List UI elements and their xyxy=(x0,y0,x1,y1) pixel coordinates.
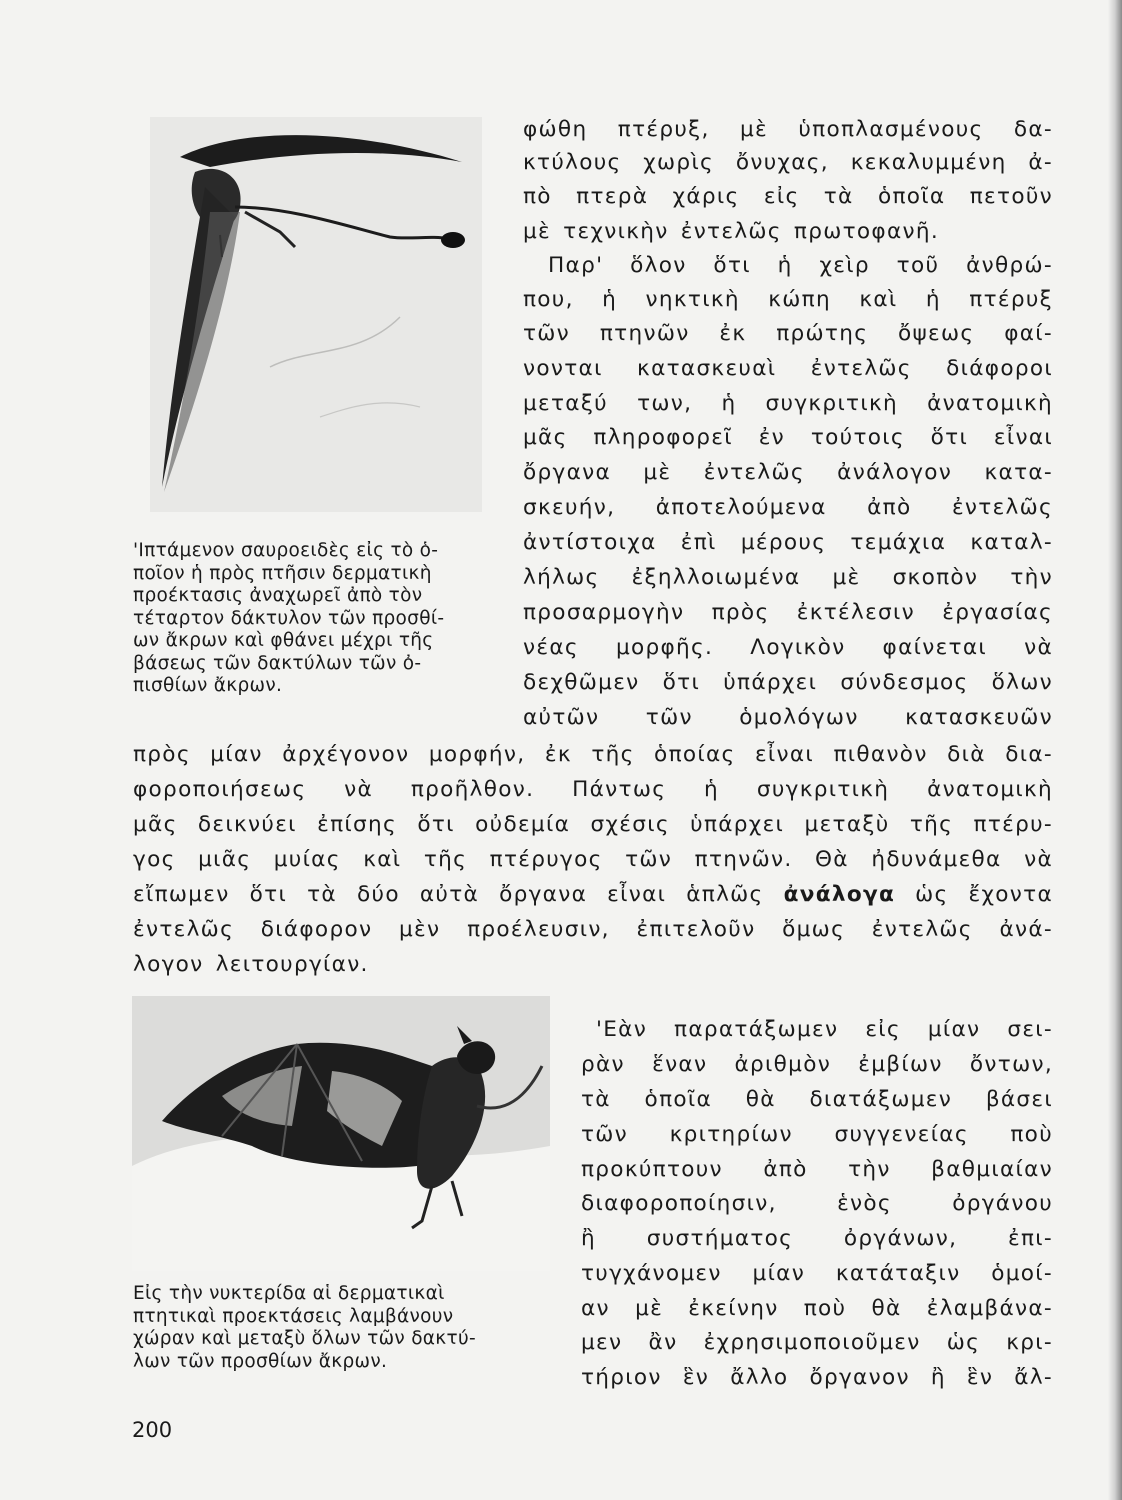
body-line: διαφοροποίησιν, ἑνὸς ὀργάνου xyxy=(581,1191,1053,1216)
bat-figure xyxy=(132,996,550,1271)
bat-illustration xyxy=(132,996,550,1271)
body-line: αν μὲ ἐκείνην ποὺ θὰ ἐλαμβάνα- xyxy=(581,1296,1053,1321)
body-line: νέας μορφῆς. Λογικὸν φαίνεται νὰ xyxy=(523,635,1053,660)
body-line: τυγχάνομεν μίαν κατάταξιν ὁμοί- xyxy=(581,1261,1053,1286)
caption-line: χώραν καὶ μεταξὺ ὅλων τῶν δακτύ- xyxy=(133,1328,476,1349)
pterosaur-figure xyxy=(150,117,482,512)
body-line: ἢ συστήματος ὀργάνων, ἐπι- xyxy=(581,1226,1053,1251)
body-line: φώθη πτέρυξ, μὲ ὑποπλασμένους δα- xyxy=(523,117,1053,142)
body-line: λήλως ἐξηλλοιωμένα μὲ σκοπὸν τὴν xyxy=(523,565,1053,590)
body-line: που, ἡ νηκτικὴ κώπη καὶ ἡ πτέρυξ xyxy=(523,287,1053,312)
bat-caption xyxy=(133,1283,539,1373)
body-line: ὄργανα μὲ ἐντελῶς ἀνάλογον κατα- xyxy=(523,460,1053,485)
caption-line: προέκτασις ἀναχωρεῖ ἀπὸ τὸν xyxy=(133,585,423,606)
body-line: μὲ τεχνικὴν ἐντελῶς πρωτοφανῆ. xyxy=(523,219,940,244)
body-line: ἀντίστοιχα ἐπὶ μέρους τεμάχια καταλ- xyxy=(523,530,1053,555)
body-line: ἐντελῶς διάφορον μὲν προέλευσιν, ἐπιτελοῦν ὅμως ἐντελῶς ἀνά- xyxy=(133,917,1053,942)
caption-line: ων ἄκρων καὶ φθάνει μέχρι τῆς xyxy=(133,630,434,651)
caption-line: ποῖον ἡ πρὸς πτῆσιν δερματικὴ xyxy=(133,562,432,584)
caption-line: πισθίων ἄκρων. xyxy=(133,675,283,696)
body-line: πρὸς μίαν ἀρχέγονον μορφήν, ἐκ τῆς ὁποίας εἶναι πιθανὸν διὰ δια- xyxy=(133,742,1053,767)
body-line: μᾶς δεικνύει ἐπίσης ὅτι οὐδεμία σχέσις ὑπάρχει μεταξὺ τῆς πτέρυ- xyxy=(133,812,1053,837)
paragraph-start-line: Παρ' ὅλον ὅτι ἡ χεὶρ τοῦ ἀνθρώ- xyxy=(548,253,1053,278)
emphasis-term: ἀνάλογα xyxy=(783,882,896,907)
paragraph-start-line: 'Εὰν παρατάξωμεν εἰς μίαν σει- xyxy=(596,1017,1053,1042)
body-line: προκύπτουν ἀπὸ τὴν βαθμιαίαν xyxy=(581,1157,1053,1182)
body-line: ρὰν ἕναν ἀριθμὸν ἐμβίων ὄντων, xyxy=(581,1052,1053,1077)
caption-line: τέταρτον δάκτυλον τῶν προσθί- xyxy=(133,607,445,629)
text-run: ὡς ἔχοντα xyxy=(895,882,1054,907)
body-line: τὰ ὁποῖα θὰ διατάξωμεν βάσει xyxy=(581,1087,1053,1112)
page-edge-shadow xyxy=(1108,0,1122,1500)
caption-line: Εἰς τὴν νυκτερίδα αἱ δερματικαὶ xyxy=(133,1283,445,1304)
body-line: τήριον ἓν ἄλλο ὄργανον ἢ ἓν ἄλ- xyxy=(581,1365,1053,1390)
pterosaur-illustration xyxy=(150,117,482,512)
body-line: γος μιᾶς μυίας καὶ τῆς πτέρυγος τῶν πτηνῶν. Θὰ ἠδυνάμεθα νὰ xyxy=(133,847,1053,872)
body-line: κτύλους χωρὶς ὄνυχας, κεκαλυμμένη ἀ- xyxy=(523,150,1053,175)
caption-line: πτητικαὶ προεκτάσεις λαμβάνουν xyxy=(133,1305,454,1327)
body-line: μεν ἂν ἐχρησιμοποιοῦμεν ὡς κρι- xyxy=(581,1330,1053,1355)
page-number: 200 xyxy=(132,1418,173,1442)
body-line: αὐτῶν τῶν ὁμολόγων κατασκευῶν xyxy=(523,705,1053,730)
body-line: μεταξύ των, ἡ συγκριτικὴ ἀνατομικὴ xyxy=(523,391,1053,416)
body-line: τῶν πτηνῶν ἐκ πρώτης ὄψεως φαί- xyxy=(523,321,1053,346)
body-line: σκευήν, ἀποτελούμενα ἀπὸ ἐντελῶς xyxy=(523,495,1053,520)
body-line: νονται κατασκευαὶ ἐντελῶς διάφοροι xyxy=(523,356,1053,381)
body-line-with-emphasis xyxy=(133,882,1053,907)
text-run: εἴπωμεν ὅτι τὰ δύο αὐτὰ ὄργανα εἶναι ἁπλῶς xyxy=(133,882,784,907)
body-line: λογον λειτουργίαν. xyxy=(133,952,369,977)
caption-line: λων τῶν προσθίων ἄκρων. xyxy=(133,1350,388,1372)
body-line: δεχθῶμεν ὅτι ὑπάρχει σύνδεσμος ὅλων xyxy=(523,670,1053,695)
body-line: μᾶς πληροφορεῖ ἐν τούτοις ὅτι εἶναι xyxy=(523,425,1053,450)
caption-line: βάσεως τῶν δακτύλων τῶν ὀ- xyxy=(133,652,422,674)
caption-line: 'Ιπτάμενον σαυροειδὲς εἰς τὸ ὁ- xyxy=(133,540,439,561)
body-line: προσαρμογὴν πρὸς ἐκτέλεσιν ἐργασίας xyxy=(523,600,1053,625)
pterosaur-caption xyxy=(133,540,488,698)
body-line: φοροποιήσεως νὰ προῆλθον. Πάντως ἡ συγκριτικὴ ἀνατομικὴ xyxy=(133,777,1053,802)
body-line: πὸ πτερὰ χάρις εἰς τὰ ὁποῖα πετοῦν xyxy=(523,184,1053,209)
body-line: τῶν κριτηρίων συγγενείας ποὺ xyxy=(581,1122,1053,1147)
